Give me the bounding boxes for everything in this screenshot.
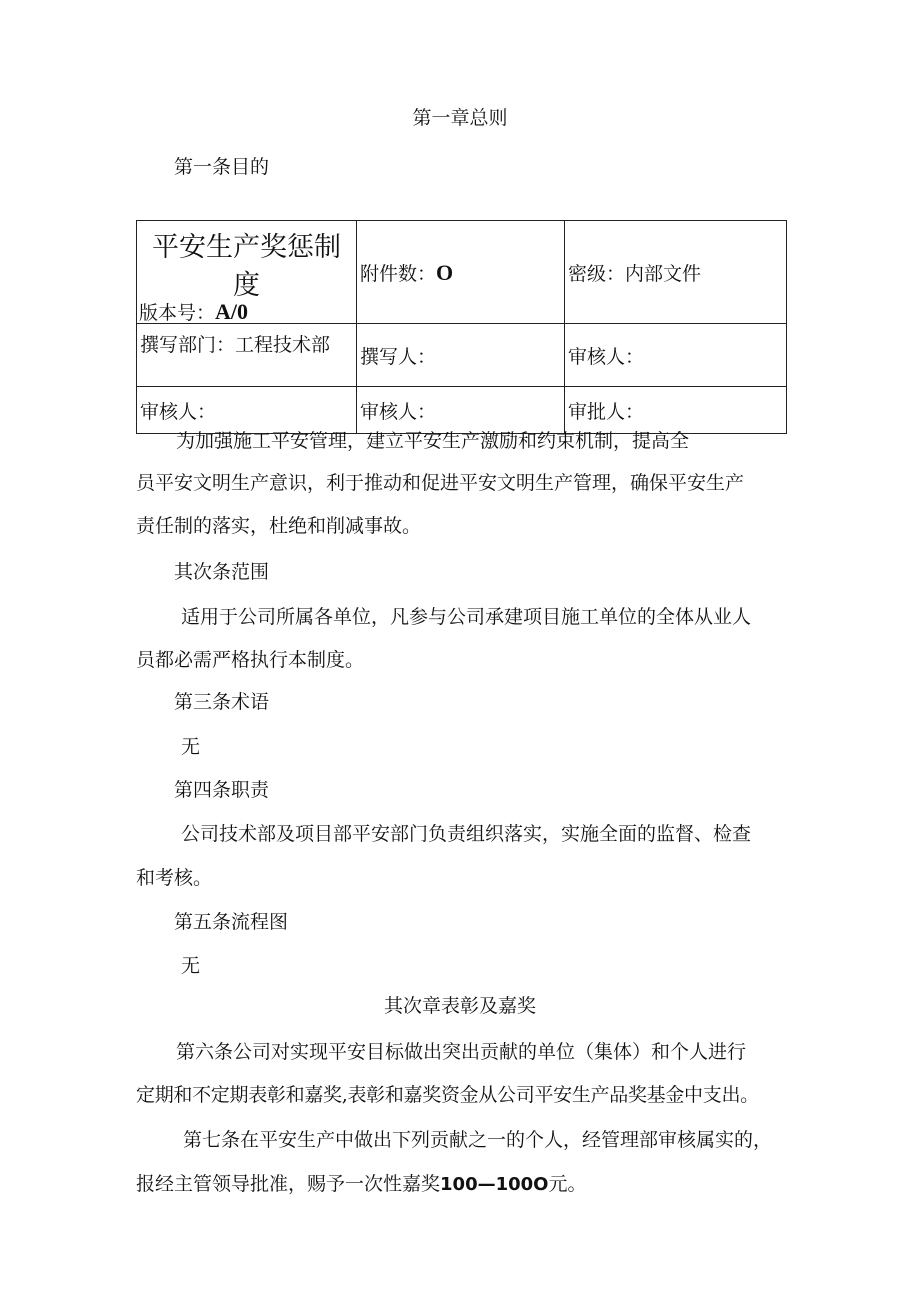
approver-cell — [565, 387, 787, 434]
article3-heading: 第三条术语 — [174, 691, 270, 713]
article2-heading: 其次条范围 — [174, 561, 270, 583]
version-value: A/0 — [215, 299, 249, 324]
attachments-cell — [357, 221, 565, 324]
award-unit: 元。 — [548, 1173, 587, 1195]
writer-dept-cell — [137, 324, 357, 387]
reviewer: 审核人： — [568, 345, 645, 368]
writer: 撰写人： — [360, 345, 437, 368]
article7-text: 报经主管领导批准，赐予一次性嘉奖 — [136, 1173, 441, 1195]
scope-line: 适用于公司所属各单位，凡参与公司承建项目施工单位的全体从业人 — [181, 606, 752, 628]
secrecy-level: 密级：内部文件 — [568, 262, 702, 285]
document-info-table — [136, 220, 787, 434]
reviewer-cell-3 — [357, 387, 565, 434]
chapter2-heading: 其次章表彰及嘉奖 — [383, 995, 536, 1017]
duty-line: 公司技术部及项目部平安部门负责组织落实，实施全面的监督、检查 — [181, 823, 752, 845]
reviewer-cell-2 — [137, 387, 357, 434]
article7-line — [136, 1172, 586, 1197]
writer-department: 撰写部门：工程技术部 — [140, 334, 331, 356]
duty-line: 和考核。 — [136, 867, 213, 889]
flow-text: 无 — [181, 955, 201, 977]
purpose-line: 员平安文明生产意识，利于推动和促进平安文明生产管理，确保平安生产 — [136, 472, 745, 494]
document-title — [137, 229, 356, 305]
title-cell — [137, 221, 357, 324]
chapter1-heading: 第一章总则 — [412, 107, 508, 129]
article5-heading: 第五条流程图 — [174, 911, 289, 933]
article6-line: 定期和不定期表彰和嘉奖,表彰和嘉奖资金从公司平安生产品奖基金中支出。 — [136, 1084, 759, 1106]
reviewer: 审核人： — [140, 400, 217, 423]
version-number — [139, 300, 248, 325]
document-title-line2: 度 — [233, 270, 260, 301]
approver: 审批人： — [568, 400, 645, 423]
attachments-label: 附件数： — [360, 262, 437, 285]
article4-heading: 第四条职责 — [174, 779, 270, 801]
writer-cell — [357, 324, 565, 387]
article7-line: 第七条在平安生产中做出下列贡献之一的个人，经管理部审核属实的， — [183, 1129, 773, 1151]
reviewer-cell-1 — [565, 324, 787, 387]
article6-line: 第六条公司对实现平安目标做出突出贡献的单位（集体）和个人进行 — [176, 1041, 747, 1063]
document-title-line1: 平安生产奖惩制 — [152, 232, 341, 263]
article1-heading: 第一条目的 — [174, 156, 270, 178]
attachments-value: O — [436, 259, 454, 285]
version-label: 版本号： — [139, 302, 216, 324]
terms-text: 无 — [181, 736, 201, 758]
reviewer: 审核人： — [360, 400, 437, 423]
purpose-line: 责任制的落实，杜绝和削减事故。 — [136, 515, 422, 537]
scope-line: 员都必需严格执行本制度。 — [136, 649, 365, 671]
award-amount: 100—100O — [440, 1174, 549, 1195]
secrecy-cell — [565, 221, 787, 324]
purpose-line: 为加强施工平安管理，建立平安生产激励和约束机制，提高全 — [176, 430, 690, 452]
